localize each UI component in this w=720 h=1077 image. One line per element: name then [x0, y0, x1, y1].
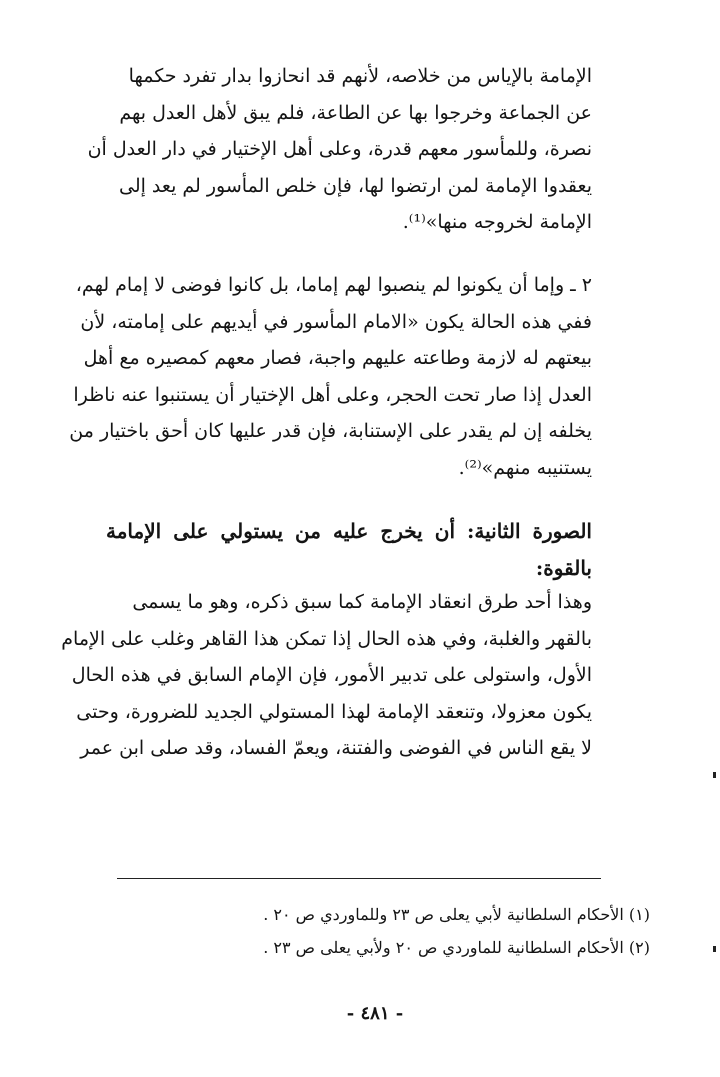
- scan-mark: [713, 772, 716, 778]
- text-line: وهذا أحد طرق انعقاد الإمامة كما سبق ذكره، وهو ما يسمى: [132, 591, 592, 613]
- footnote-1: (١) الأحكام السلطانية لأبي يعلى ص ٢٣ وللماوردي ص ٢٠ .: [263, 905, 650, 924]
- text-line: الأول، واستولى على تدبير الأمور، فإن الإمام السابق في هذه الحال: [71, 664, 592, 686]
- footnotes: [110, 898, 650, 964]
- text-line: يستنيبه منهم»⁽²⁾.: [458, 456, 592, 479]
- section-heading: الصورة الثانية: أن يخرج عليه من يستولي على الإمامة بالقوة:: [106, 519, 592, 580]
- text-line: يخلفه إن لم يقدر على الإستنابة، فإن قدر عليها كان أحق باختيار من: [69, 420, 592, 442]
- footnote-divider: [117, 878, 601, 879]
- paragraph-3: [61, 584, 592, 767]
- paragraph-2: [69, 267, 592, 486]
- text-line: عن الجماعة وخرجوا بها عن الطاعة، فلم يبق لأهل العدل بهم: [119, 101, 592, 124]
- text-line: يعقدوا الإمامة لمن ارتضوا لها، فإن خلص المأسور لم يعد إلى: [118, 174, 592, 197]
- footnote-2: (٢) الأحكام السلطانية للماوردي ص ٢٠ ولأبي يعلى ص ٢٣ .: [263, 938, 650, 957]
- text-line: يكون معزولا، وتنعقد الإمامة لهذا المستولي الجديد للضرورة، وحتى: [76, 700, 592, 723]
- text-line: ففي هذه الحالة يكون «الامام المأسور في أيديهم على إمامته، لأن: [80, 310, 592, 333]
- text-line: ٢ ـ وإما أن يكونوا لم ينصبوا لهم إماما، بل كانوا فوضى لا إمام لهم،: [75, 274, 592, 296]
- page-number: - ٤٨١ -: [346, 1003, 404, 1024]
- text-line: بيعتهم له لازمة وطاعته عليهم واجبة، فصار معهم كمصيره مع أهل: [83, 347, 592, 369]
- text-line: بالقهر والغلبة، وفي هذه الحال إذا تمكن هذا القاهر وغلب على الإمام: [61, 627, 592, 650]
- text-line: لا يقع الناس في الفوضى والفتنة، ويعمّ الفساد، وقد صلى ابن عمر: [80, 737, 592, 759]
- paragraph-1: [87, 58, 592, 241]
- text-line: الإمامة لخروجه منها»⁽¹⁾.: [402, 211, 592, 233]
- scan-mark: [713, 946, 716, 952]
- text-line: الإمامة بالإياس من خلاصه، لأنهم قد انحازوا بدار تفرد حكمها: [128, 65, 592, 87]
- text-line: نصرة، وللمأسور معهم قدرة، وعلى أهل الإختيار في دار العدل أن: [87, 138, 592, 160]
- text-line: العدل إذا صار تحت الحجر، وعلى أهل الإختيار أن يستنبوا عنه ناظرا: [73, 383, 592, 406]
